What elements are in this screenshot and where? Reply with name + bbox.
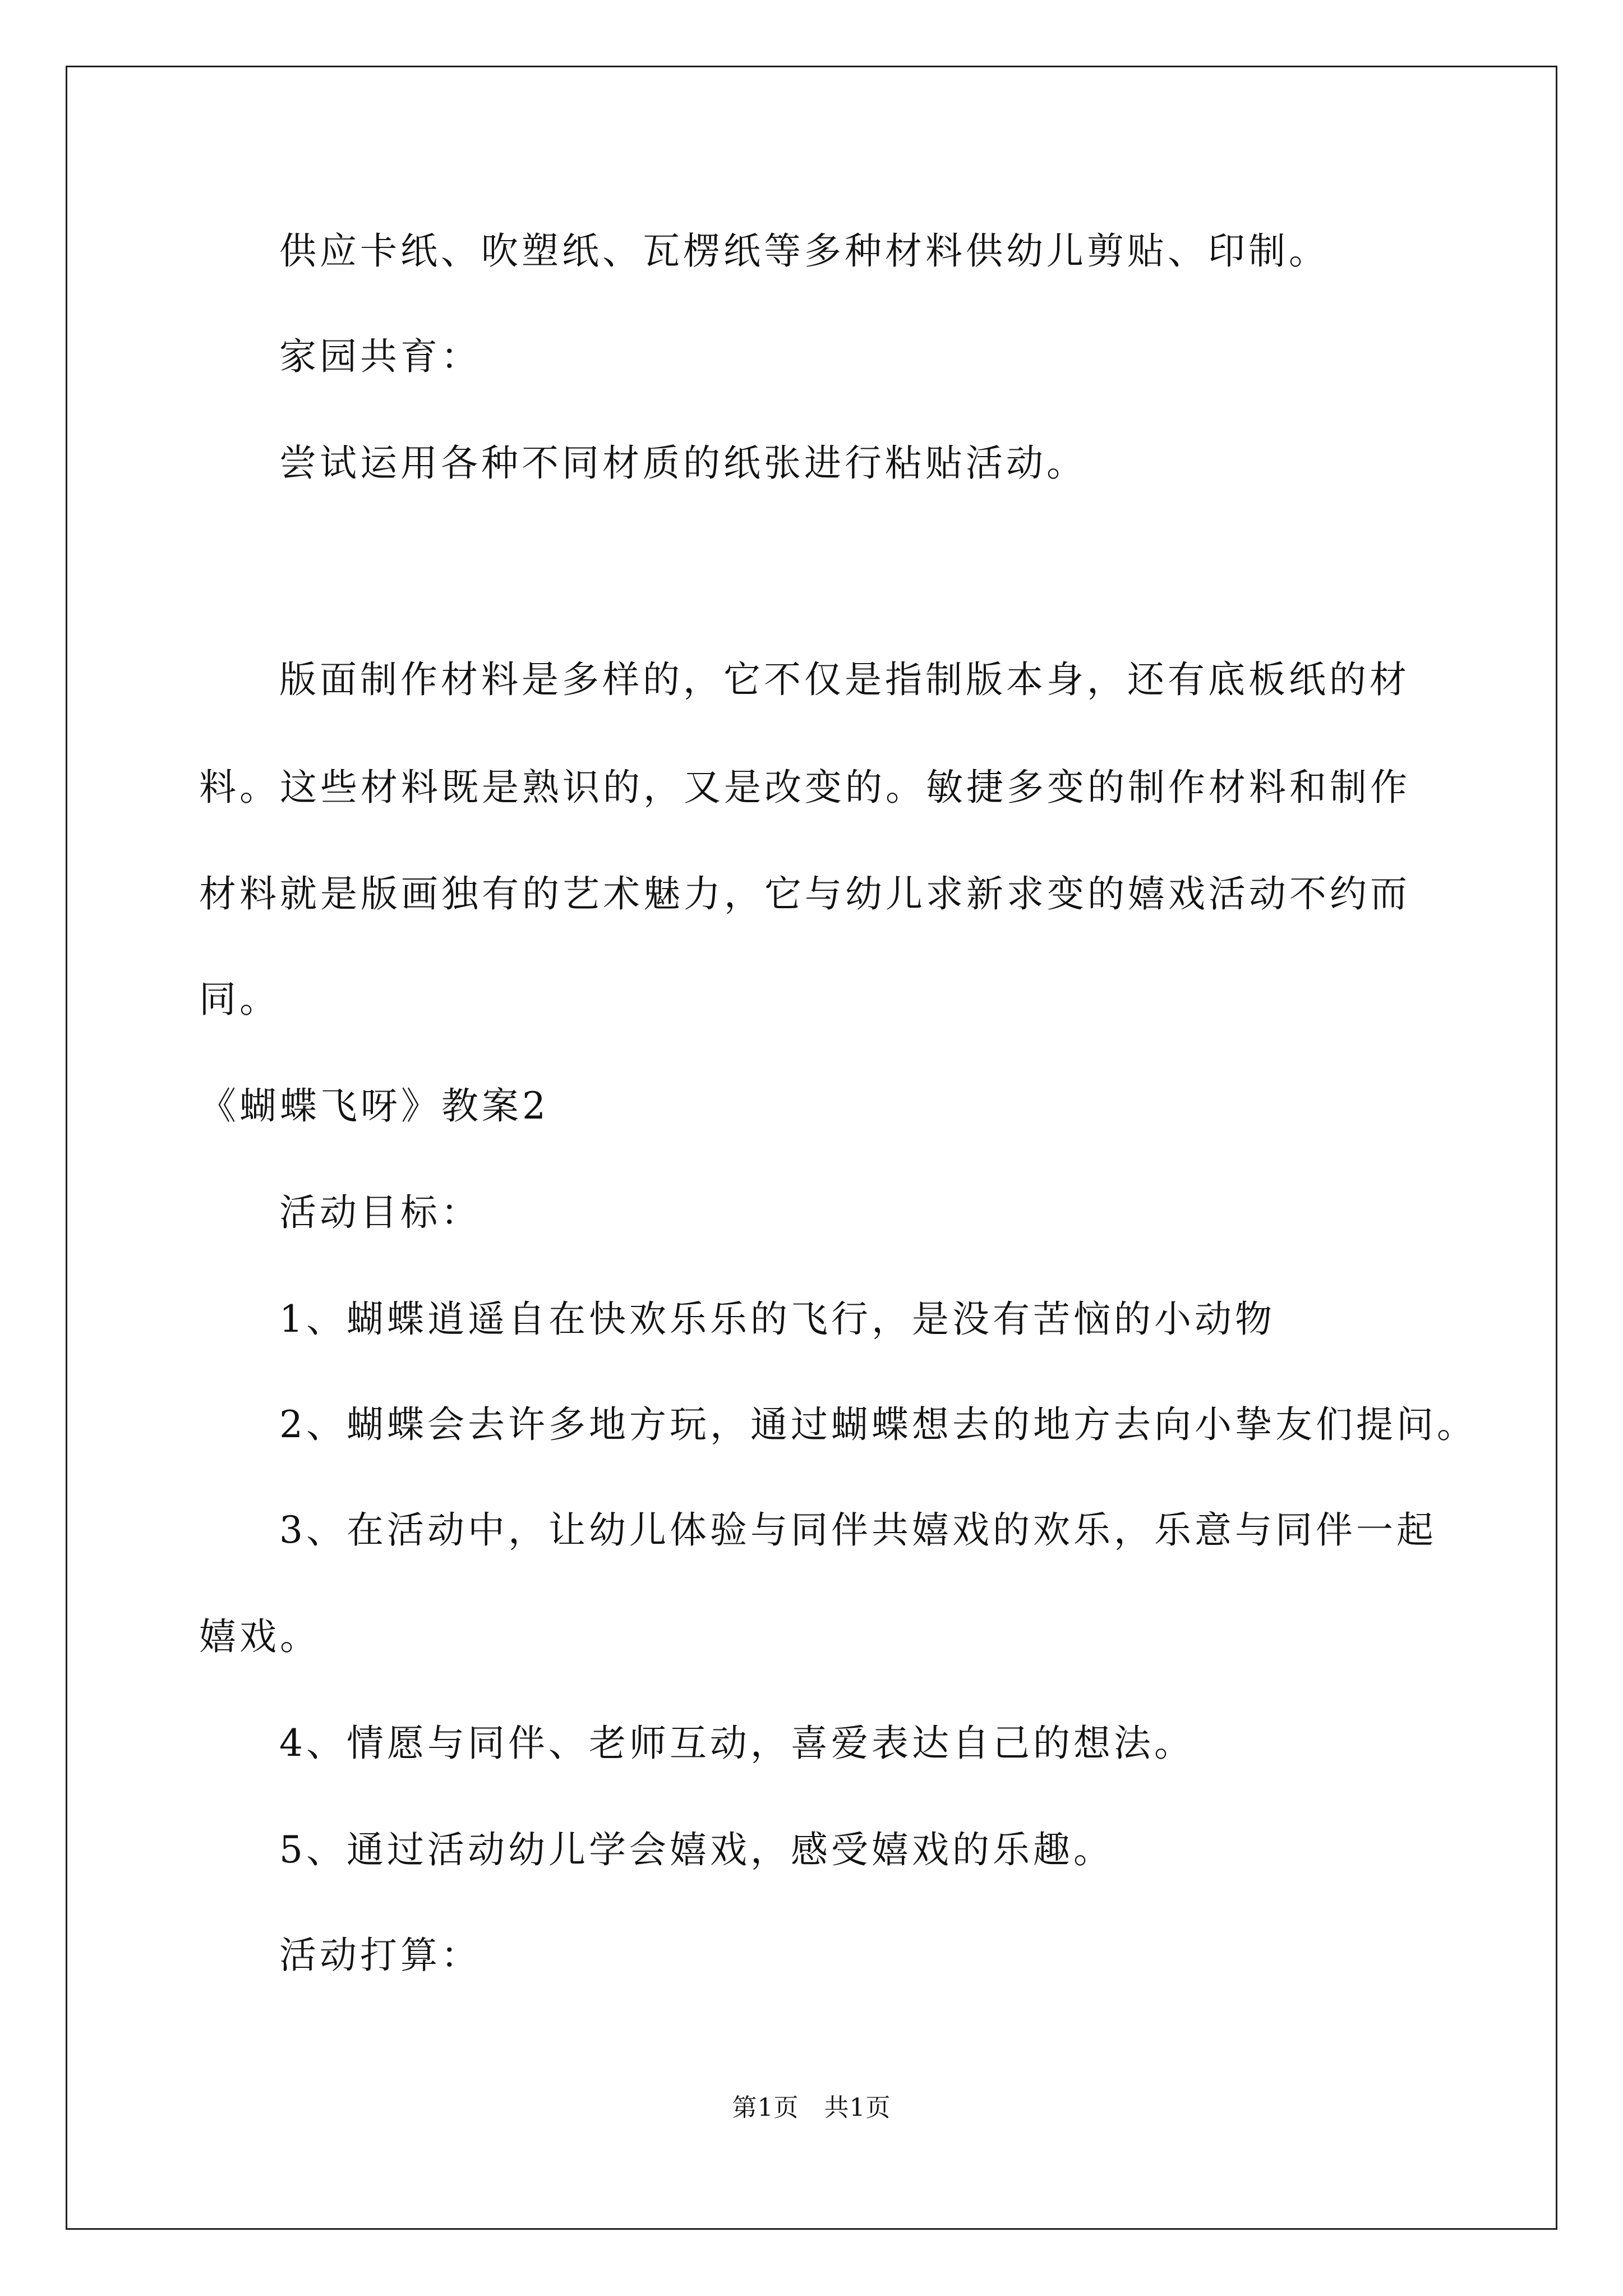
page-footer: 第1页 共1页 bbox=[732, 2093, 891, 2122]
paragraph-printmaking-line-2: 料。这些材料既是熟识的，又是改变的。敏捷多变的制作材料和制作 bbox=[199, 766, 1410, 809]
heading-home-school: 家园共育： bbox=[279, 335, 481, 378]
page-border bbox=[66, 66, 1557, 2230]
goal-item-3-line-2: 嬉戏。 bbox=[199, 1615, 320, 1658]
heading-activity-goals: 活动目标： bbox=[279, 1191, 481, 1234]
goal-item-2: 2、蝴蝶会去许多地方玩，通过蝴蝶想去的地方去向小挚友们提问。 bbox=[279, 1403, 1477, 1446]
paragraph-home-school: 尝试运用各种不同材质的纸张进行粘贴活动。 bbox=[279, 441, 1087, 485]
paragraph-materials: 供应卡纸、吹塑纸、瓦楞纸等多种材料供幼儿剪贴、印制。 bbox=[279, 229, 1329, 273]
goal-item-1: 1、蝴蝶逍遥自在快欢乐乐的飞行，是没有苦恼的小动物 bbox=[279, 1297, 1275, 1341]
section-title: 《蝴蝶飞呀》教案2 bbox=[199, 1084, 549, 1128]
heading-activity-plan: 活动打算： bbox=[279, 1934, 481, 1977]
goal-item-3-line-1: 3、在活动中，让幼儿体验与同伴共嬉戏的欢乐，乐意与同伴一起 bbox=[279, 1508, 1437, 1552]
paragraph-printmaking-line-4: 同。 bbox=[199, 978, 280, 1021]
paragraph-printmaking-line-3: 材料就是版画独有的艺术魅力，它与幼儿求新求变的嬉戏活动不约而 bbox=[199, 872, 1410, 915]
goal-item-5: 5、通过活动幼儿学会嬉戏，感受嬉戏的乐趣。 bbox=[279, 1828, 1114, 1871]
paragraph-printmaking-line-1: 版面制作材料是多样的，它不仅是指制版本身，还有底板纸的材 bbox=[279, 658, 1410, 701]
goal-item-4: 4、情愿与同伴、老师互动，喜爱表达自己的想法。 bbox=[279, 1722, 1195, 1765]
